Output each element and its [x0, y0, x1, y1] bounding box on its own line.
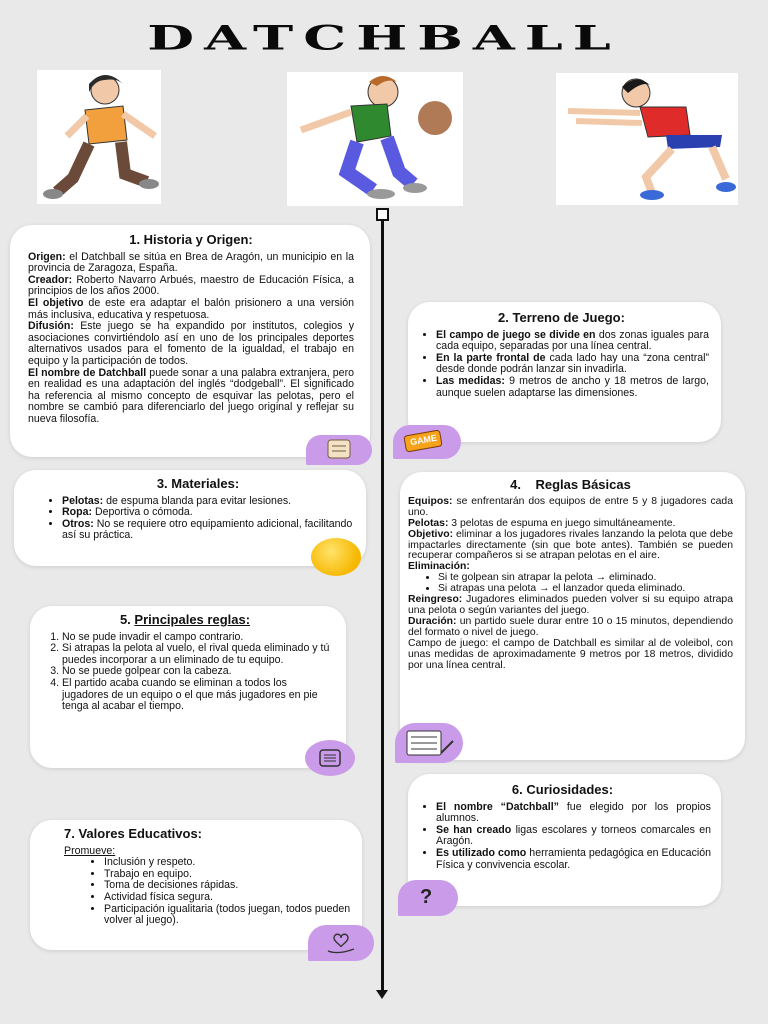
girl-player-illustration: [37, 70, 161, 204]
list-item: • En la parte frontal de cada lado hay una “zona central” desde donde podrán lanzar sin invadirla.: [436, 353, 709, 376]
section-heading: 1. Historia y Origen:: [129, 232, 253, 247]
yellow-ball-icon: [311, 538, 361, 576]
card-historia: [10, 225, 370, 457]
list-item: • Toma de decisiones rápidas.: [104, 880, 352, 892]
section-heading: 4. Reglas Básicas: [510, 477, 631, 492]
heart-badge: [308, 925, 374, 961]
list-item: 3. No se puede golpear con la cabeza.: [62, 666, 336, 678]
section-heading: 2. Terreno de Juego:: [498, 310, 625, 325]
boy-heading-ball-illustration: [287, 72, 463, 206]
question-mark-icon: ?: [420, 886, 433, 908]
section-heading: 7. Valores Educativos:: [64, 826, 203, 841]
list-item: • Si atrapas una pelota → el lanzador queda eliminado.: [438, 584, 733, 595]
list-item: • Si te golpean sin atrapar la pelota → eliminado.: [438, 573, 733, 584]
list-item: 4. El partido acaba cuando se eliminan a todos los jugadores de un equipo o el que más jugadores en pie tenga al acabar el tiempo.: [62, 678, 336, 713]
list-item: • Actividad física segura.: [104, 892, 352, 904]
list-item: • El nombre “Datchball” fue elegido por los propios alumnos.: [436, 802, 711, 825]
materiales-list: [40, 496, 356, 542]
list-item: • Otros: No se requiere otro equipamiento adicional, facilitando así su práctica.: [62, 519, 356, 542]
timeline-start-marker: [376, 208, 389, 221]
list-item: • Participación igualitaria (todos juegan, todos pueden volver al juego).: [104, 904, 352, 927]
list-item: 1. No se pude invadir el campo contrario.: [62, 632, 336, 644]
game-badge: [393, 425, 461, 459]
list-item: • Inclusión y respeto.: [104, 857, 352, 869]
section-heading: 6. Curiosidades:: [511, 782, 614, 797]
list-item: • Trabajo en equipo.: [104, 869, 352, 881]
curiosidades-list: [414, 802, 711, 872]
principales-list: [34, 632, 336, 713]
reglas-basicas-paragraph: Equipos: se enfrentarán dos equipos de entre 5 y 8 jugadores cada uno. Pelotas: 3 pelotas de espuma en juego simultáneamente. Objetivo: eliminar a los jugadores rivales lanzando la pelota que debe impactarles directamente (sin que bote antes). También se pueden recuperar compañeros si se atrapan pelotas en el aire. Eliminación:: [408, 495, 733, 573]
list-item: • Se han creado ligas escolares y torneos comarcales en Aragón.: [436, 825, 711, 848]
historia-paragraph: Origen: el Datchball se sitúa en Brea de Aragón, un municipio en la provincia de Zaragoza, España. Creador: Roberto Navarro Arbués, maestro de Educación Física, a principios de los años 2000. El objetivo de este era adaptar el balón prisionero a una versión más inclusiva, educativa y respetuosa. Difusión: Este juego se ha expandido por institutos, colegios y asociaciones convirtiéndolo así en uno de los principales deportes alternativos usados para el fomento de la igualdad, el trabajo en equipo y la participación de todos. El nombre de Datchball puede sonar a una palabra extranjera, pero en realidad es una adaptación del inglés “dodgeball”. El significado ha referencia al mismo concepto de esquivar las pelotas, pero el nombre se cambió para diferenciarlo del juego original y reflejar su nueva filosofía.: [28, 250, 354, 425]
scroll-badge: [306, 435, 372, 465]
card-curiosidades: [408, 774, 721, 906]
question-badge: [398, 880, 458, 916]
list-item: • El campo de juego se divide en dos zonas iguales para cada equipo, separadas por una línea central.: [436, 330, 709, 353]
valores-list: [46, 857, 352, 927]
timeline-line: [381, 212, 384, 992]
list-item: • Pelotas: de espuma blanda para evitar lesiones.: [62, 496, 356, 508]
valores-intro: Promueve:: [64, 844, 116, 857]
eliminacion-list: [408, 573, 733, 595]
game-ticket-icon: GAME: [409, 432, 438, 448]
card-principales-reglas: [30, 606, 346, 768]
list-item: • Las medidas: 9 metros de ancho y 18 metros de largo, aunque suelen adaptarse las dimensiones.: [436, 376, 709, 399]
checklist-badge: [395, 723, 463, 763]
list-item: 2. Si atrapas la pelota al vuelo, el rival queda eliminado y tú puedes incorporar a un eliminado de tu equipo.: [62, 643, 336, 666]
reglas-basicas-paragraph-2: Reingreso: Jugadores eliminados pueden volver si su equipo atrapa una pelota o según variantes del juego. Duración: un partido suele durar entre 10 o 15 minutos, dependiendo del formato o nivel de juego. Campo de juego: el campo de Datchball es similar al de voleibol, con unas medidas de aproximadamente 9 metros por 18 metros, dividido por una línea central.: [408, 594, 733, 671]
card-terreno: [408, 302, 721, 442]
list-item: • Es utilizado como herramienta pedagógica en Educación Física y convivencia escolar.: [436, 848, 711, 871]
list-item: • Ropa: Deportiva o cómoda.: [62, 507, 356, 519]
timeline-arrow-icon: [376, 990, 388, 999]
card-reglas-basicas: [400, 472, 745, 760]
terreno-list: [414, 330, 709, 400]
page-title: DATCHBALL: [147, 17, 621, 58]
section-heading: 3. Materiales:: [156, 476, 240, 491]
boy-receiving-illustration: [556, 73, 738, 205]
list-badge: [305, 740, 355, 776]
section-heading: 5. Principales reglas:: [119, 612, 251, 627]
